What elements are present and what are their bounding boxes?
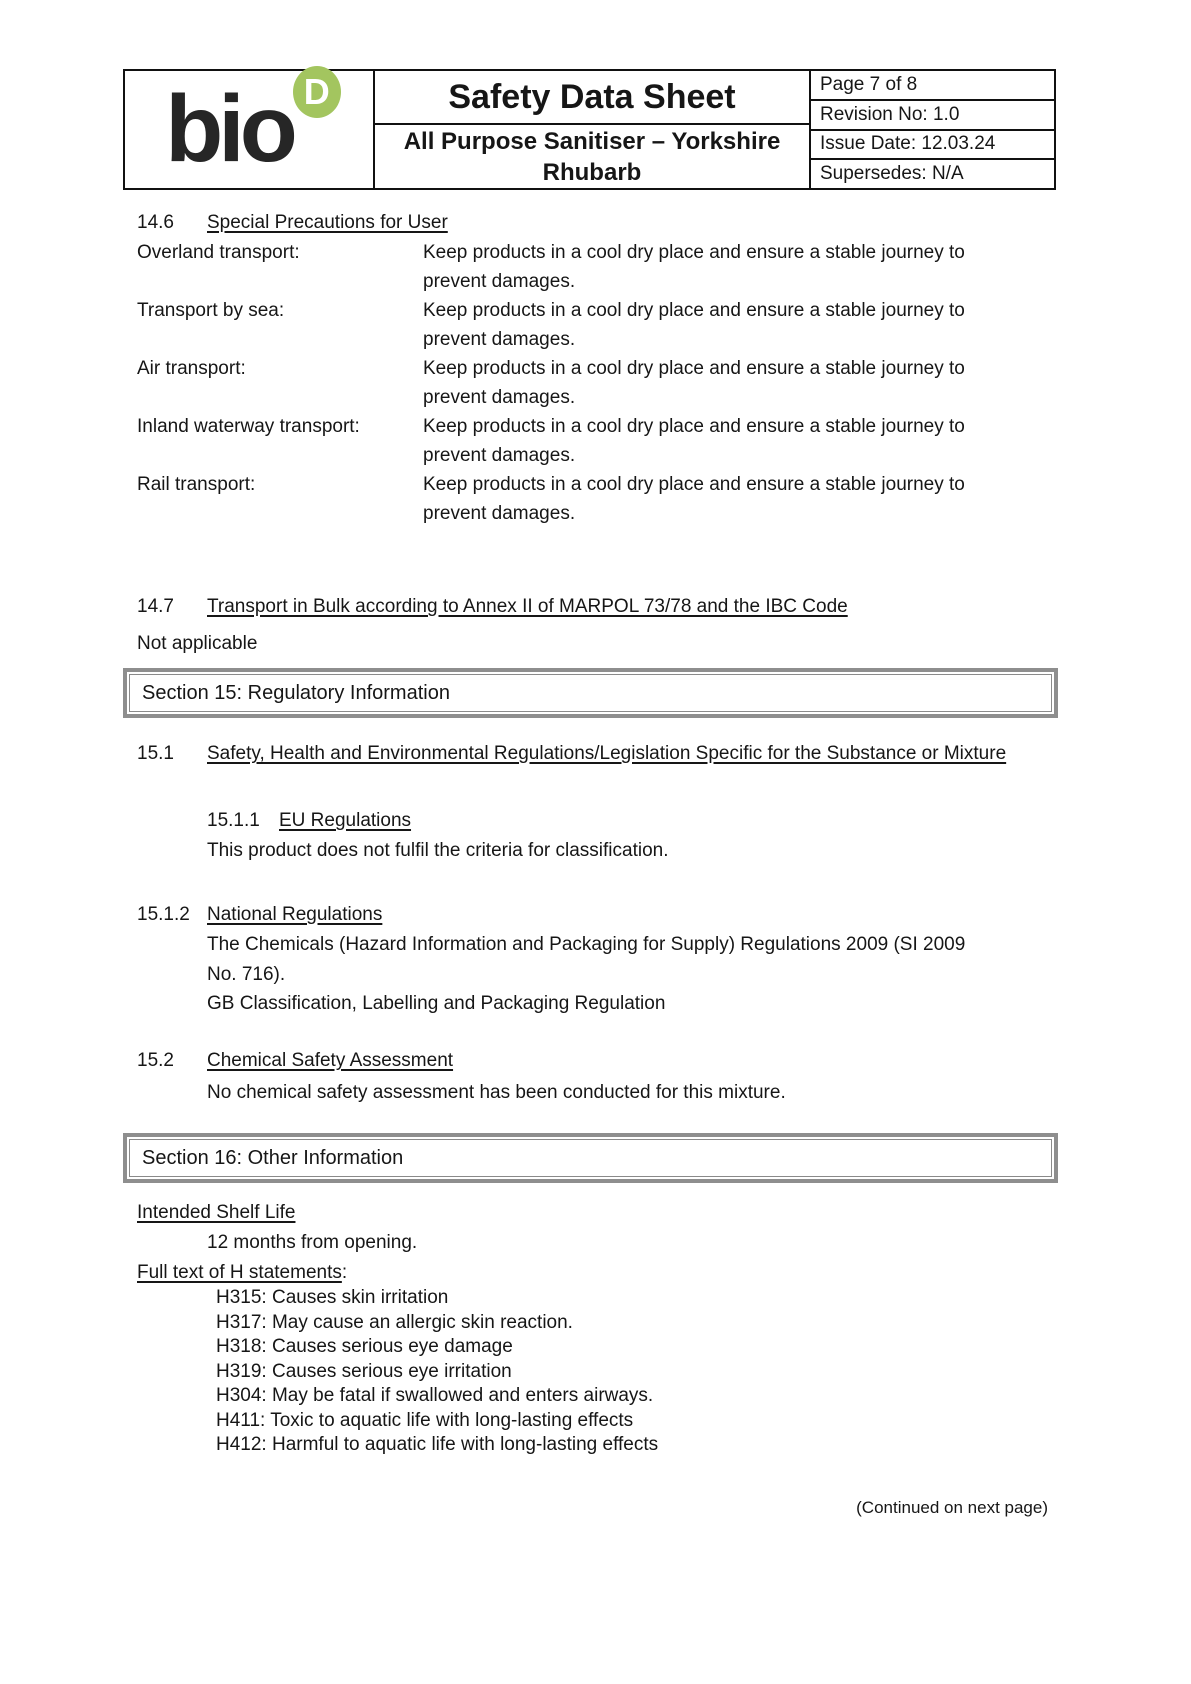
regulation-text: The Chemicals (Hazard Information and Packaging for Supply) Regulations 2009 (SI 2009 No. 716). — [207, 934, 966, 985]
heading-15-1 — [137, 739, 1027, 769]
logo-cell — [125, 71, 375, 188]
section-number: 15.1.2 — [137, 904, 190, 925]
body-15-2: No chemical safety assessment has been conducted for this mixture. — [207, 1082, 786, 1103]
section-heading: EU Regulations — [279, 810, 412, 831]
table-row — [137, 470, 983, 528]
list-item: H411: Toxic to aquatic life with long-lasting effects — [216, 1409, 634, 1431]
section-heading: Transport in Bulk according to Annex II of MARPOL 73/78 and the IBC Code — [207, 596, 848, 617]
list-item: H317: May cause an allergic skin reaction. — [216, 1311, 573, 1333]
shelf-life-body: 12 months from opening. — [207, 1232, 418, 1253]
product-name: All Purpose Sanitiser – Yorkshire Rhubarb — [403, 127, 781, 186]
section-heading: Intended Shelf Life — [137, 1202, 296, 1223]
transport-label: Transport by sea: — [137, 300, 285, 321]
heading-colon: : — [341, 1262, 348, 1283]
list-item: H315: Causes skin irritation — [216, 1287, 449, 1308]
transport-label: Rail transport: — [137, 474, 256, 495]
section-number: 14.7 — [137, 596, 174, 617]
list-item: H412: Harmful to aquatic life with long-lasting effects — [216, 1434, 659, 1455]
issue-date: Issue Date: 12.03.24 — [811, 131, 1054, 161]
list-item: H304: May be fatal if swallowed and enters airways. — [216, 1385, 654, 1406]
bio-d-logo — [165, 71, 332, 182]
table-row — [137, 296, 983, 354]
transport-label: Air transport: — [137, 358, 246, 379]
header-table — [123, 69, 1056, 190]
revision-number: Revision No: 1.0 — [811, 101, 1054, 131]
transport-text: Keep products in a cool dry place and ensure a stable journey to prevent damages. — [423, 474, 965, 524]
section-15-title: Section 15: Regulatory Information — [129, 674, 1052, 712]
shelf-life-heading — [137, 1198, 295, 1227]
list-item: H319: Causes serious eye irritation — [216, 1360, 512, 1382]
heading-15-1-1 — [207, 806, 411, 835]
heading-14-7 — [137, 592, 848, 621]
body-15-1-1: This product does not fulfil the criteria for classification. — [207, 840, 669, 861]
transport-precautions-table — [137, 238, 983, 528]
section-heading: Chemical Safety Assessment — [207, 1050, 454, 1071]
section-heading: National Regulations — [207, 904, 383, 925]
title-cell — [375, 71, 811, 188]
h-statements-heading — [137, 1258, 347, 1287]
heading-15-2 — [137, 1046, 453, 1075]
section-number: 14.6 — [137, 212, 174, 233]
transport-text: Keep products in a cool dry place and ensure a stable journey to prevent damages. — [423, 242, 965, 292]
heading-14-6 — [137, 208, 448, 237]
section-heading: Safety, Health and Environmental Regulations/Legislation Specific for the Substance or Mixture — [207, 743, 1007, 764]
section-15-bar — [123, 668, 1058, 718]
page-number: Page 7 of 8 — [811, 71, 1054, 101]
transport-text: Keep products in a cool dry place and ensure a stable journey to prevent damages. — [423, 300, 965, 350]
section-16-bar — [123, 1133, 1058, 1183]
section-heading: Special Precautions for User — [207, 212, 448, 233]
transport-text: Keep products in a cool dry place and ensure a stable journey to prevent damages. — [423, 358, 965, 408]
table-row — [137, 412, 983, 470]
transport-label: Overland transport: — [137, 242, 300, 263]
section-16-title: Section 16: Other Information — [129, 1139, 1052, 1177]
heading-15-1-2 — [137, 900, 382, 929]
continued-note: (Continued on next page) — [856, 1498, 1048, 1517]
transport-text: Keep products in a cool dry place and ensure a stable journey to prevent damages. — [423, 416, 965, 466]
list-item: H318: Causes serious eye damage — [216, 1336, 513, 1357]
body-14-7: Not applicable — [137, 633, 258, 654]
h-statements-list — [216, 1286, 658, 1458]
body-15-1-2 — [207, 930, 987, 1019]
table-row — [137, 238, 983, 296]
section-number: 15.2 — [137, 1050, 174, 1071]
document-title: Safety Data Sheet — [375, 71, 809, 125]
transport-label: Inland waterway transport: — [137, 416, 360, 437]
regulation-text: GB Classification, Labelling and Packaging Regulation — [207, 993, 666, 1014]
section-heading: Full text of H statements — [137, 1262, 342, 1283]
section-number: 15.1 — [137, 743, 174, 764]
logo-text: bio — [165, 76, 293, 182]
supersedes: Supersedes: N/A — [820, 163, 964, 185]
logo-badge-icon: D — [293, 66, 341, 118]
section-number: 15.1.1 — [207, 810, 260, 831]
table-row — [137, 354, 983, 412]
info-cell — [811, 71, 1054, 188]
